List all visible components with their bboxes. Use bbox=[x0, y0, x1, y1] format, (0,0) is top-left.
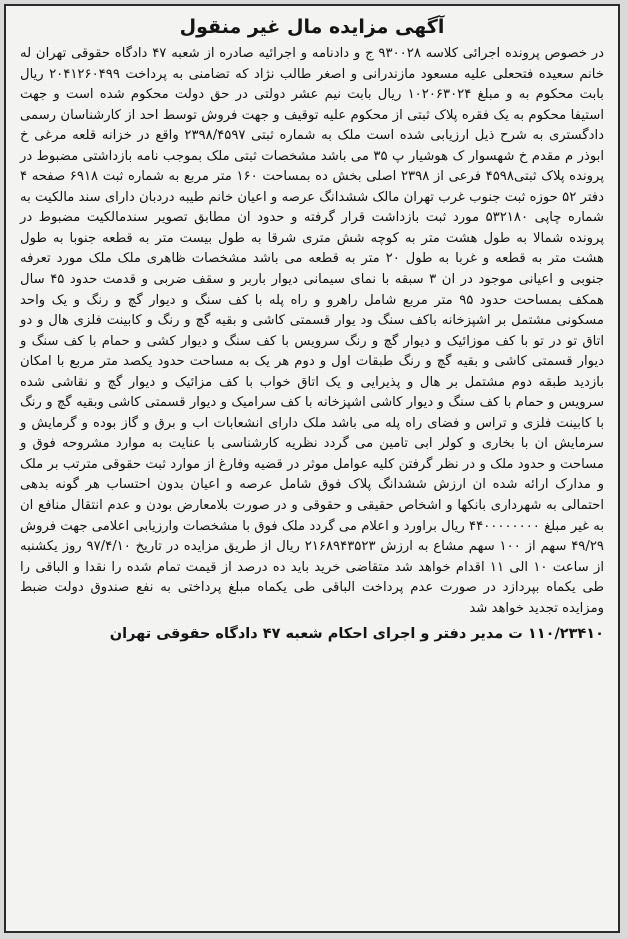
notice-body: در خصوص پرونده اجرائی کلاسه ۹۳۰۰۲۸ ج و دادنامه و اجرائیه صادره از شعبه ۴۷ دادگاه حقوقی تهران له خانم سعیده فتحعلی علیه مسعود مازندرانی و اصغر طالب نژاد که تضامنی به پرداخت ۲۰۴۱۲۶۰۴۹۹ ریال بابت محکوم به و مبلغ ۱۰۲۰۶۳۰۲۴ ریال بابت نیم عشر دولتی در حق دولت محکوم شده است و جهت استیفا محکوم به یک فقره پلاک ثبتی از محکوم علیه توقیف و جهت فروش توسط احد از کارشناسان رسمی دادگستری به شرح ذیل ارزیابی شده است ملک به شماره ثبتی ۲۳۹۸/۴۵۹۷ واقع در خزانه قلعه مرغی خ ابوذر م مقدم خ شهسوار ک هوشیار پ ۳۵ می باشد مشخصات ثبتی ملک بموجب نامه بازداشتی مضبوط در پرونده پلاک ثبتی۴۵۹۸ فرعی از ۲۳۹۸ اصلی بخش ده بمساحت ۱۶۰ متر مربع به شماره ثبت ۶۹۱۸ صفحه ۴ دفتر ۵۲ حوزه ثبت جنوب غرب تهران مالک ششدانگ عرصه و اعیان خانم طیبه دردبان دارای سند مالکیت به شماره چاپی ۵۳۲۱۸۰ مورد ثبت بازداشت قرار گرفته و حدود ان مطابق تصویر سندمالکیت مضبوط در پرونده شمالا به طول هشت متر به کوچه شش متری شرقا به طول بیست متر به قطعه جنوبا به طول هشت متر به قطعه و غربا به طول ۲۰ متر به قطعه می باشد مشخصات ظاهری ملک ملک مورد تعرفه جنوبی و اعیانی موجود در ان ۳ سبقه با نمای سیمانی دیوار باربر و سقف ضربی و قدمت حدود ۴۵ سال همکف بمساحت حدود ۹۵ متر مربع شامل راهرو و راه پله با کف سنگ و دیوار گچ و رنگ و یک واحد مسکونی مشتمل بر اشپزخانه باکف سنگ ود یوار قسمتی کاشی و بقیه گچ و رنگ و کابینت فلزی هال و دو اتاق تو در تو با کف موزائیک و دیوار گچ و رنگ سرویس با کف سنگ و دیوار کشی و حمام با کف سنگ و دیوار قسمتی کاشی و بقیه گچ و رنگ طبقات اول و دوم هر یک به مساحت حدود یکصد متر مربع با امکان بازدید طبقه دوم مشتمل بر هال و پذیرایی و یک اتاق خواب با کف مزائیک و دیوار گچ و نقاشی شده سرویس و حمام با کف سنگ و دیوار کاشی اشپزخانه با کف سرامیک و دیوار قسمتی کاشی وبقیه گچ و رنگ با کابینت فلزی و تراس و فضای راه پله می باشد ملک دارای انشعابات اب و برق و گاز بوده و گرمایش و سرمایش ان با بخاری و کولر ابی تامین می گردد نظریه کارشناسی با عنایت به موارد مشروحه فوق و مساحت و حدود ملک و در نظر گرفتن کلیه عوامل موثر در قضیه وفارغ از موارد ثبت حقوقی مترتب بر ملک و مدارک ارائه شده ان ارزش ششدانگ پلاک فوق شامل عرصه و اعیان بدون احتساب هر گونه بدهی احتمالی به شهرداری بانکها و اشخاص حقیقی و حقوقی و در صورت بلامعارض بودن و عدم انتقال منافع ان به غیر مبلغ ۴۴۰۰۰۰۰۰۰۰ ریال براورد و اعلام می گردد ملک فوق با مشخصات وارزیابی اعلامی جهت فروش ۴۹/۲۹ سهم از ۱۰۰ سهم مشاع به ارزش ۲۱۶۸۹۴۳۵۲۳ ریال از طریق مزایده در تاریخ ۹۷/۴/۱۰ روز یکشنبه از ساعت ۱۰ الی ۱۱ اقدام خواهد شد متقاضی خرید باید ده درصد از قیمت تمام شده را نقدا و الباقی را طی یکماه بپردازد در صورت عدم پرداخت الباقی طی یکماه مبلغ پرداختی به نفع صندوق دولت ضبط ومزایده تجدید خواهد شد bbox=[20, 46, 605, 616]
notice-footer: ۱۱۰/۲۳۴۱۰ ت مدیر دفتر و اجرای احکام شعبه ۴۷ دادگاه حقوقی تهران bbox=[109, 626, 604, 643]
auction-notice bbox=[4, 4, 620, 933]
notice-title: آگهی مزایده مال غیر منقول bbox=[179, 16, 445, 38]
